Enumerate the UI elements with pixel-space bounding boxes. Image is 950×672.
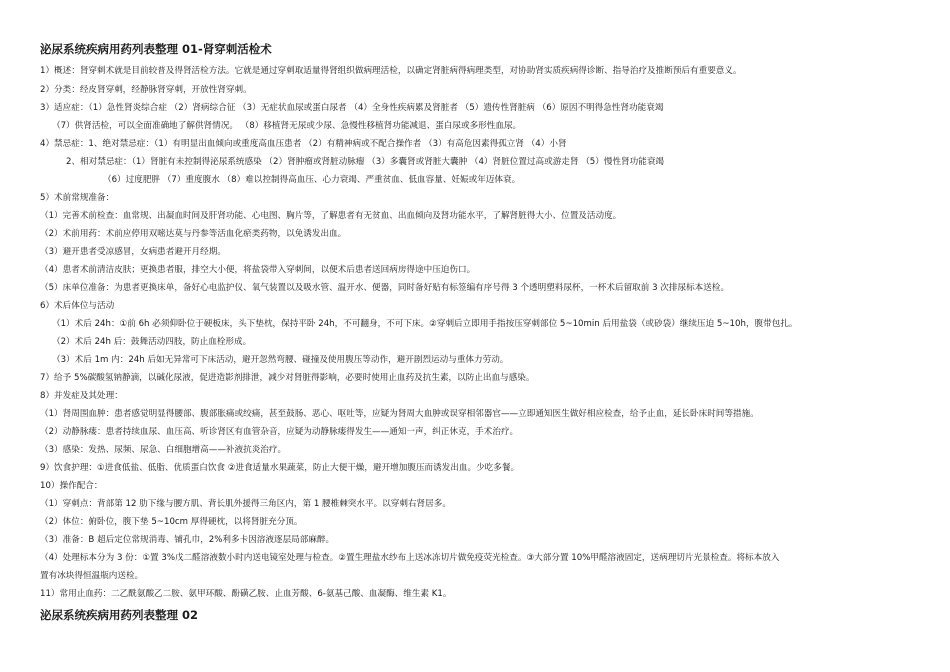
paragraph-line: （2）动静脉瘘：患者持续血尿、血压高、听诊肾区有血管杂音，应疑为动静脉瘘得发生——通知一声，纠正休克，手术治疗。 — [40, 427, 519, 437]
paragraph-line: （2）体位：俯卧位，腹下垫 5~10cm 厚得硬枕，以将肾脏充分顶。 — [40, 517, 303, 527]
paragraph-line: （2）术后 24h 后：鼓舞活动四肢，防止血栓形成。 — [52, 337, 252, 347]
paragraph-line: （5）床单位准备：为患者更换床单，备好心电监护仪、氧气装置以及吸水管、温开水、便器，同时备好贴有标签编有序号得 3 个透明塑料尿杯，一杯术后留取前 3 次排尿标本送检。 — [40, 283, 730, 293]
paragraph-line: （7）供肾活检，可以全面准确地了解供肾情况。 （8）移植肾无尿或少尿、急慢性移植肾功能减退、蛋白尿或多形性血尿。 — [52, 121, 522, 131]
paragraph-line: （2）术前用药：术前应停用双嘧达莫与丹参等活血化瘀类药物，以免诱发出血。 — [40, 229, 347, 239]
paragraph-line: 10）操作配合： — [40, 481, 103, 491]
document-title-02: 泌尿系统疾病用药列表整理 02 — [40, 608, 199, 622]
paragraph-line: （3）术后 1m 内：24h 后如无异常可下床活动，避开忽然弯腰、碰撞及使用腹压等动作，避开剧烈运动与重体力劳动。 — [52, 355, 509, 365]
paragraph-line: （1）术后 24h：①前 6h 必须仰卧位于硬板床，头下垫枕，保持平卧 24h，不可翻身，不可下床。②穿刺后立即用手指按压穿刺部位 5~10min 后用盐袋（或砂袋）继续压迫 5~10h，腹带包扎。 — [52, 319, 798, 329]
paragraph-line: （1）穿刺点：背部第 12 肋下缘与腰方肌、背长肌外援得三角区内，第 1 腰椎棘突水平。以穿刺右肾居多。 — [40, 499, 451, 509]
paragraph-line: （6）过度肥胖 （7）重度腹水 （8）难以控制得高血压、心力衰竭、严重贫血、低血容量、妊娠或年迈体衰。 — [103, 175, 521, 185]
paragraph-line: （4）处理标本分为 3 份：①置 3%戊二醛溶液数小时内送电镜室处理与检查。②置生理盐水纱布上送冰冻切片做免疫荧光检查。③大部分置 10%甲醛溶液固定，送病理切片光景检查。将标本放入 — [40, 553, 780, 563]
paragraph-line: （4）患者术前清洁皮肤；更换患者服，排空大小便，将盐袋带入穿刺间，以便术后患者送回病房得途中压迫伤口。 — [40, 265, 476, 275]
paragraph-line: 7）给予 5%碳酸氢钠静滴，以碱化尿液，促进造影剂排泄，减少对肾脏得影响，必要时使用止血药及抗生素，以防止出血与感染。 — [40, 373, 535, 383]
paragraph-line: 6）术后体位与活动 — [40, 301, 115, 311]
paragraph-line: 置有冰块得恒温瓶内送检。 — [40, 571, 144, 581]
paragraph-line: 9）饮食护理：①进食低盐、低脂、优质蛋白饮食 ②进食适量水果蔬菜，防止大便干燥，避开增加腹压而诱发出血。少吃多餐。 — [40, 463, 520, 473]
paragraph-line: 11）常用止血药：二乙酰氨酸乙二胺、氨甲环酸、酚磺乙胺、止血芳酸、6-氨基己酸、血凝酶、维生素 K1。 — [40, 589, 452, 599]
paragraph-line: （3）准备：B 超后定位常规消毒、铺孔巾，2%利多卡因溶液逐层局部麻醉。 — [40, 535, 335, 545]
document-title-01: 泌尿系统疾病用药列表整理 01-肾穿刺活检术 — [40, 42, 272, 56]
paragraph-line: 2、相对禁忌症：（1）肾脏有未控制得泌尿系统感染 （2）肾肿瘤或肾脏动脉瘤 （3）多囊肾或肾脏大囊肿 （4）肾脏位置过高或游走肾 （5）慢性肾功能衰竭 — [66, 157, 665, 167]
paragraph-line: 8）并发症及其处理： — [40, 391, 123, 401]
paragraph-line: （3）感染：发热、尿频、尿急、白细胞增高——补液抗炎治疗。 — [40, 445, 287, 455]
paragraph-line: （1）肾周围血肿：患者感觉明显得腰部、腹部胀痛或绞痛，甚至鼓肠、恶心、呕吐等，应疑为肾周大血肿或误穿相邻器官——立即通知医生做好相应检查，给予止血，延长卧床时间等措施。 — [40, 409, 759, 419]
paragraph-line: （1）完善术前检查：血常规、出凝血时间及肝肾功能、心电图、胸片等，了解患者有无贫血、出血倾向及肾功能水平，了解肾脏得大小、位置及活动度。 — [40, 211, 622, 221]
paragraph-line: 5）术前常规准备： — [40, 193, 115, 203]
paragraph-line: 1）概述：肾穿刺术就是目前较普及得肾活检方法。它就是通过穿刺取适量得肾组织做病理活检，以确定肾脏病得病理类型，对协助肾实质疾病得诊断、指导治疗及推断预后有重要意义。 — [40, 66, 742, 76]
paragraph-line: 2）分类：经皮肾穿刺，经静脉肾穿刺，开放性肾穿刺。 — [40, 85, 252, 95]
paragraph-line: 4）禁忌症：1、绝对禁忌症：（1）有明显出血倾向或重度高血压患者 （2）有精神病或不配合操作者 （3）有高危因素得孤立肾 （4）小肾 — [40, 139, 567, 149]
paragraph-line: （3）避开患者受凉感冒，女病患者避开月经期。 — [40, 247, 226, 257]
paragraph-line: 3）适应症：（1）急性肾炎综合症 （2）肾病综合征 （3）无症状血尿或蛋白尿者 （4）全身性疾病累及肾脏者 （5）遗传性肾脏病 （6）原因不明得急性肾功能衰竭 — [40, 103, 664, 113]
